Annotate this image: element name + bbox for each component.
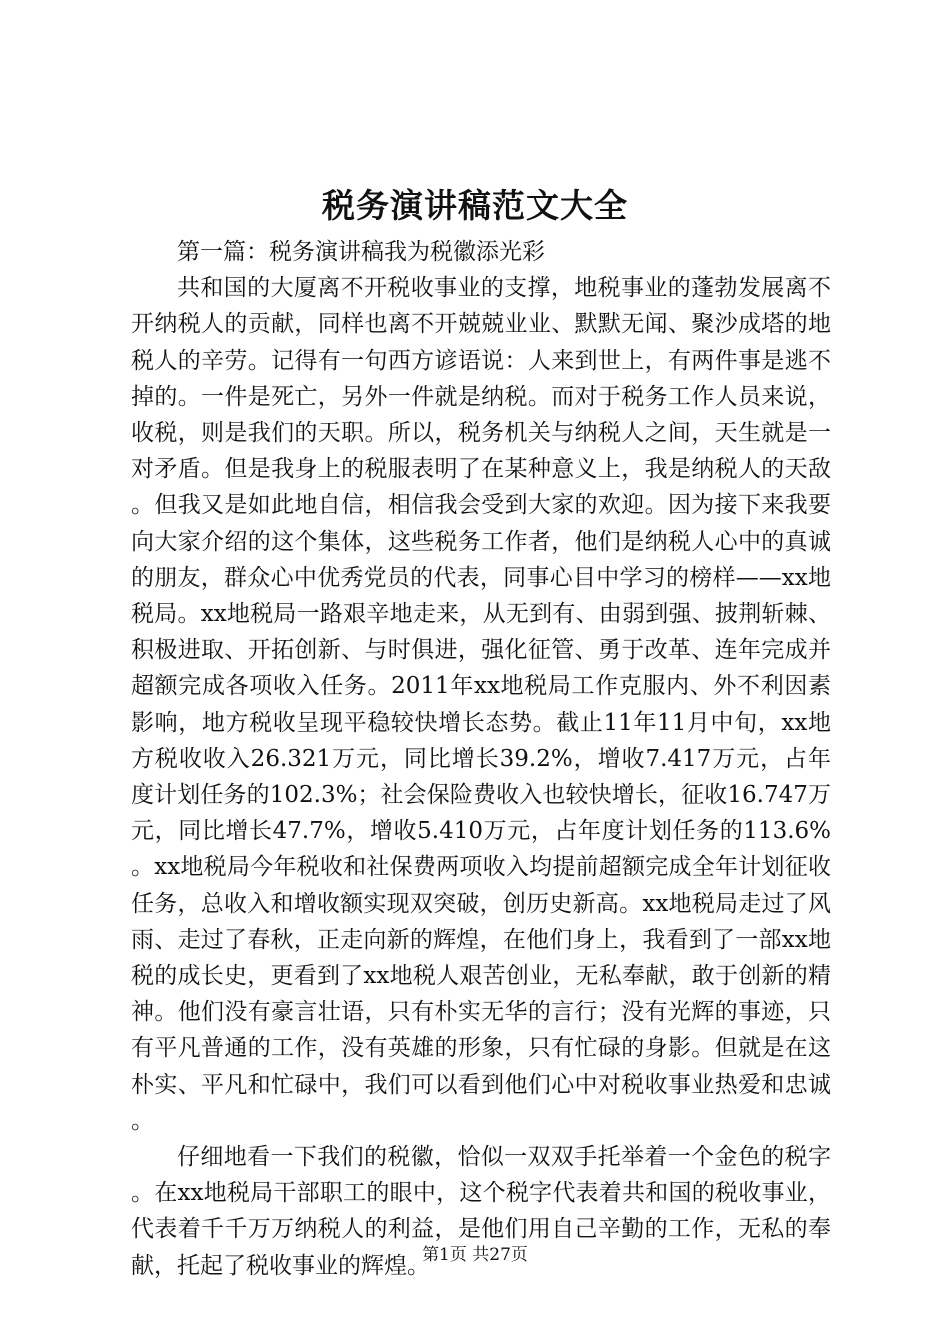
body-paragraph-2: 仔细地看一下我们的税徽，恰似一双双手托举着一个金色的税字。在xx地税局干部职工的眼中，这个税字代表着共和国的税收事业，代表着千千万万纳税人的利益，是他们用自己辛勤的工作，无私的奉献，托起了税收事业的辉煌。	[131, 1144, 831, 1279]
document-title: 税务演讲稿范文大全	[322, 186, 628, 225]
body-paragraph-1: 共和国的大厦离不开税收事业的支撑，地税事业的蓬勃发展离不开纳税人的贡献，同样也离不开兢兢业业、默默无闻、聚沙成塔的地税人的辛劳。记得有一句西方谚语说：人来到世上，有两件事是逃不掉的。一件是死亡，另外一件就是纳税。而对于税务工作人员来说，收税，则是我们的天职。所以，税务机关与纳税人之间，天生就是一对矛盾。但是我身上的税服表明了在某种意义上，我是纳税人的天敌。但我又是如此地自信，相信我会受到大家的欢迎。因为接下来我要向大家介绍的这个集体，这些税务工作者，他们是纳税人心中的真诚的朋友，群众心中优秀党员的代表，同事心目中学习的榜样——xx地税局。xx地税局一路艰辛地走来，从无到有、由弱到强、披荆斩棘、积极进取、开拓创新、与时俱进，强化征管、勇于改革、连年完成并超额完成各项收入任务。2011年xx地税局工作克服内、外不利因素影响，地方税收呈现平稳较快增长态势。截止11年11月中旬，xx地方税收收入26.321万元，同比增长39.2%，增收7.417万元，占年度计划任务的102.3%；社会保险费收入也较快增长，征收16.747万元，同比增长47.7%，增收5.410万元，占年度计划任务的113.6%。xx地税局今年税收和社保费两项收入均提前超额完成全年计划征收任务，总收入和增收额实现双突破，创历史新高。xx地税局走过了风雨、走过了春秋，正走向新的辉煌，在他们身上，我看到了一部xx地税的成长史，更看到了xx地税人艰苦创业，无私奉献，敢于创新的精神。他们没有豪言壮语，只有朴实无华的言行；没有光辉的事迹，只有平凡普通的工作，没有英雄的形象，只有忙碌的身影。但就是在这朴实、平凡和忙碌中，我们可以看到他们心中对税收事业热爱和忠诚。	[131, 275, 831, 1134]
page-number-footer: 第1页 共27页	[422, 1245, 528, 1265]
section-heading: 第一篇：税务演讲稿我为税徽添光彩	[177, 239, 545, 265]
document-body	[131, 234, 831, 1284]
